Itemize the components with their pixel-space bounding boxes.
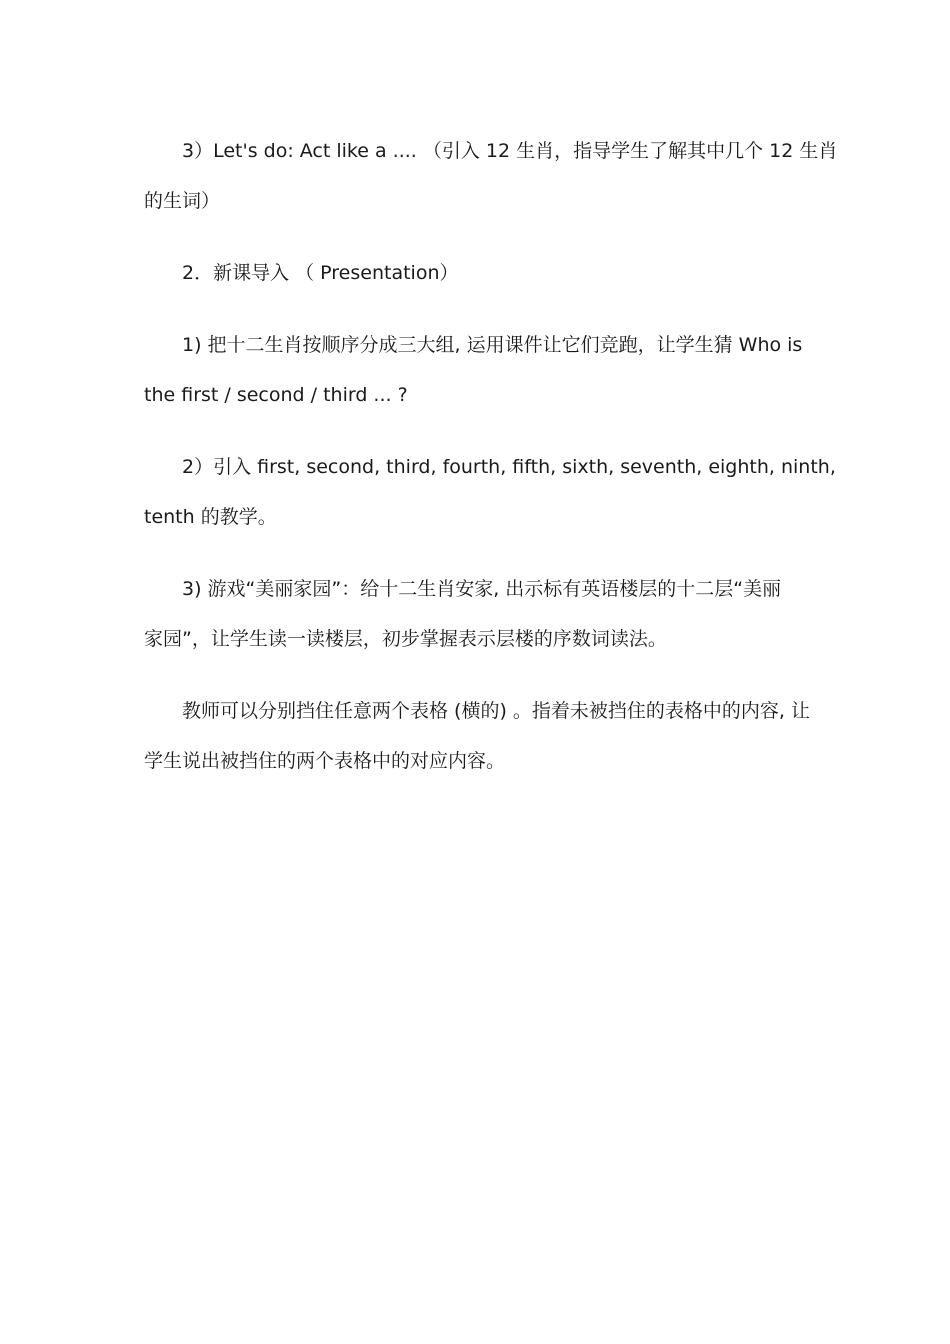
text-line: 3）Let's do: Act like a .... （引入 12 生肖，指导学生了解其中几个 12 生肖 — [182, 140, 838, 162]
paragraph-zodiac-race — [144, 320, 810, 420]
text-line: tenth 的教学。 — [144, 506, 277, 528]
text-line: 家园”，让学生读一读楼层，初步掌握表示层楼的序数词读法。 — [144, 628, 667, 650]
document-body — [144, 126, 838, 808]
text-line: 3) 游戏“美丽家园”：给十二生肖安家, 出示标有英语楼层的十二层“美丽 — [182, 578, 782, 600]
text-line: 2）引入 first, second, third, fourth, fifth, sixth, seventh, eighth, ninth, — [182, 456, 836, 478]
text-line: the first / second / third ... ? — [144, 384, 408, 406]
text-line: 学生说出被挡住的两个表格中的对应内容。 — [144, 750, 506, 772]
section-heading: 2．新课导入 （ Presentation） — [182, 262, 459, 284]
paragraph-lets-do — [144, 126, 838, 226]
paragraph-presentation-heading — [144, 248, 810, 298]
paragraph-ordinals — [144, 442, 836, 542]
text-line: 教师可以分别挡住任意两个表格 (横的) 。指着未被挡住的表格中的内容, 让 — [182, 700, 810, 722]
text-line: 1) 把十二生肖按顺序分成三大组, 运用课件让它们竞跑，让学生猜 Who is — [182, 334, 803, 356]
text-line: 的生词） — [144, 190, 221, 212]
paragraph-teacher-note — [144, 686, 810, 786]
paragraph-game — [144, 564, 810, 664]
